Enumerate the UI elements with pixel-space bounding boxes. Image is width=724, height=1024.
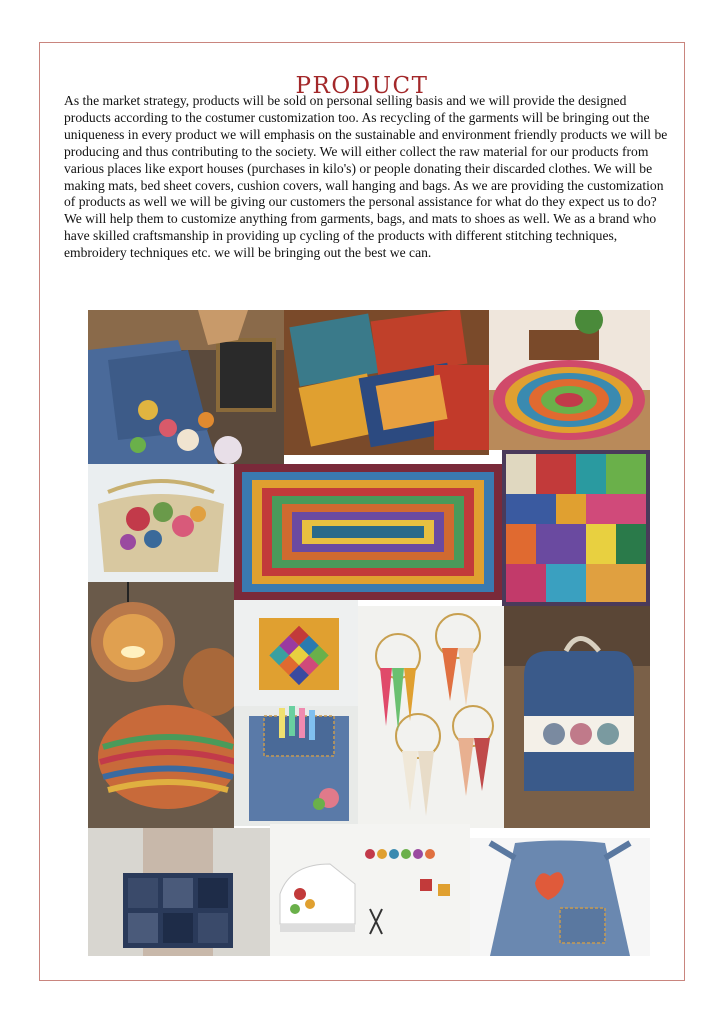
body-paragraph: As the market strategy, products will be sold on personal selling basis and we will provide the designed products according to the costumer customization too. As recycling of the garments will be bringing out the uniqueness in every product we will emphasis on the sustainable and environment friendly products we will be producing and thus contributing to the society. We will either collect the raw material for our products from various places like export houses (purchases in kilo's) or people donating their discarded clothes. We will be making mats, bed sheet covers, cushion covers, wall hanging and bags. As we are providing the customization of products as well we will be giving our customers the personal assistance for what do they expect us to do? We will help them to customize anything from garments, bags, and mats to shoes as well. We as a brand who have skilled craftsmanship in providing up cycling of the products with different stitching techniques, embroidery techniques etc. we will be bringing out the best we can. — [64, 93, 668, 261]
page-title: PRODUCT — [295, 73, 429, 100]
